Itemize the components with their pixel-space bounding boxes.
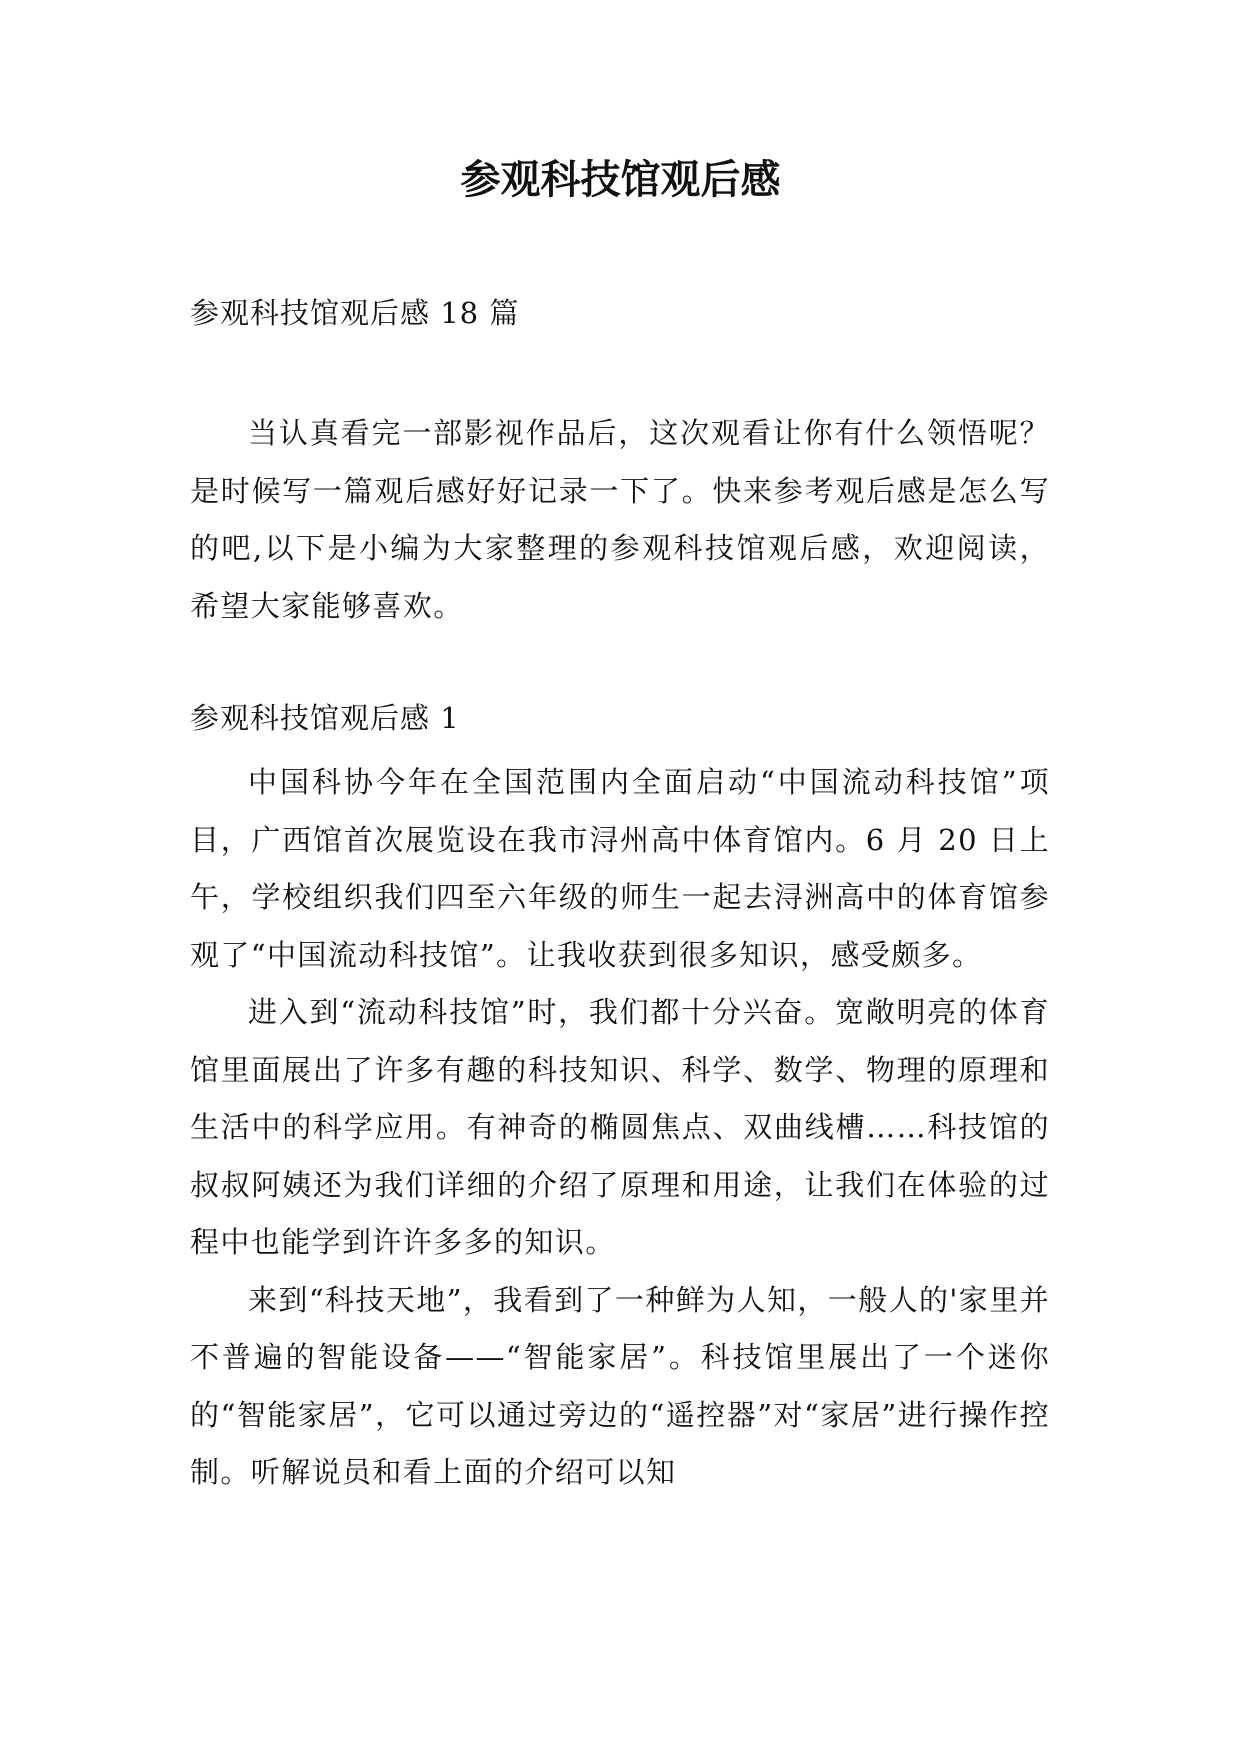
body-paragraph: 来到“科技天地”，我看到了一种鲜为人知，一般人的'家里并不普遍的智能设备——“智能家居”。科技馆里展出了一个迷你的“智能家居”，它可以通过旁边的“遥控器”对“家居”进行操作控制。听解说员和看上面的介绍可以知 xyxy=(190,1282,1050,1489)
document-title: 参观科技馆观后感 xyxy=(460,156,781,203)
body-paragraph: 中国科协今年在全国范围内全面启动“中国流动科技馆”项目，广西馆首次展览设在我市浔州高中体育馆内。6 月 20 日上午，学校组织我们四至六年级的师生一起去浔洲高中的体育馆参观了“中国流动科技馆”。让我收获到很多知识，感受颇多。 xyxy=(190,765,1050,972)
intro-paragraph: 当认真看完一部影视作品后，这次观看让你有什么领悟呢？是时候写一篇观后感好好记录一下了。快来参考观后感是怎么写的吧,以下是小编为大家整理的参观科技馆观后感，欢迎阅读，希望大家能够喜欢。 xyxy=(190,416,1050,623)
intro-block xyxy=(190,405,1050,635)
section-heading: 参观科技馆观后感 1 xyxy=(190,701,460,735)
section-body xyxy=(190,754,1050,1502)
body-paragraph: 进入到“流动科技馆”时，我们都十分兴奋。宽敞明亮的体育馆里面展出了许多有趣的科技知识、科学、数学、物理的原理和生活中的科学应用。有神奇的椭圆焦点、双曲线槽……科技馆的叔叔阿姨还为我们详细的介绍了原理和用途，让我们在体验的过程中也能学到许许多多的知识。 xyxy=(190,995,1050,1259)
document-subtitle: 参观科技馆观后感 18 篇 xyxy=(190,296,520,330)
